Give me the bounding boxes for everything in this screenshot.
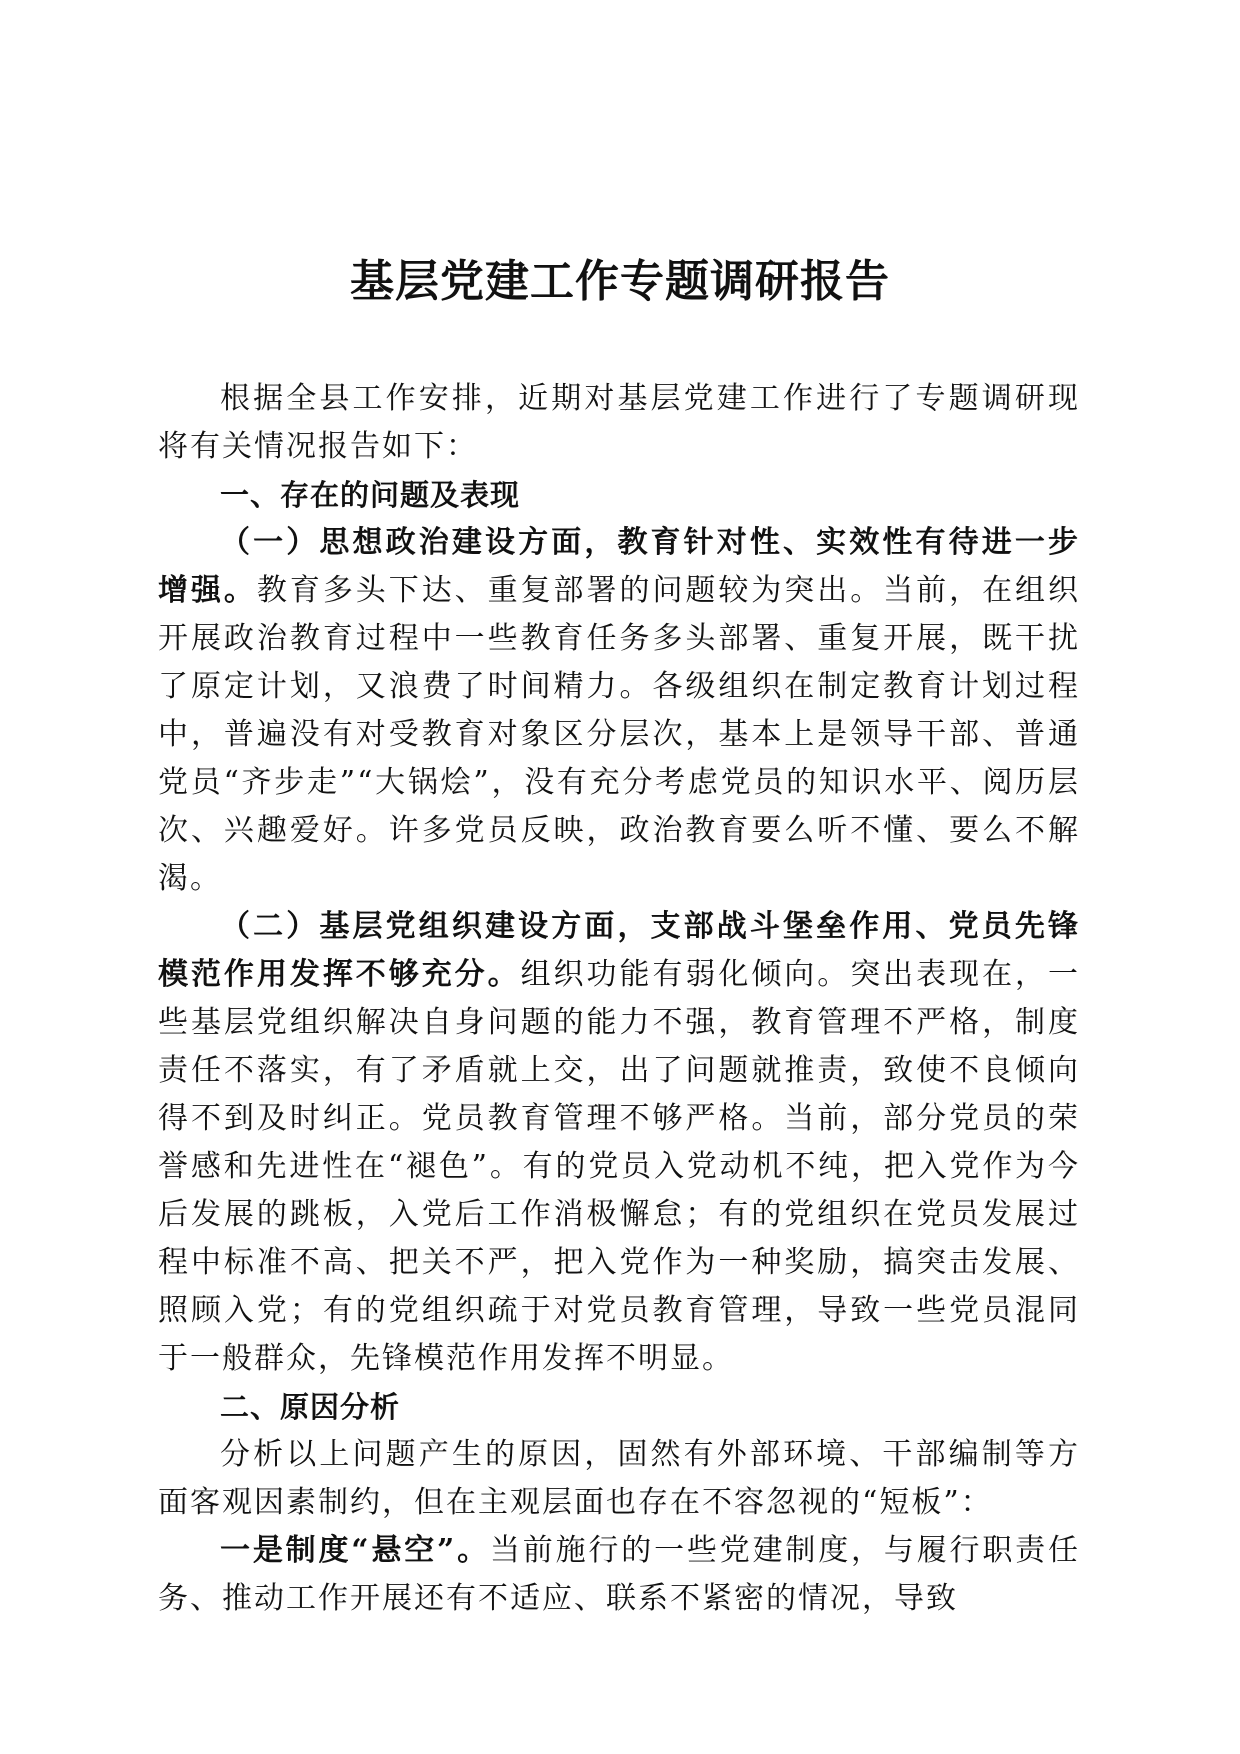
intro-paragraph: 根据全县工作安排，近期对基层党建工作进行了专题调研现将有关情况报告如下： [158, 381, 1080, 464]
document-body [158, 375, 1080, 1623]
document-title: 基层党建工作专题调研报告 [350, 256, 890, 307]
paragraph-lead: 一是制度“悬空”。 [220, 1533, 490, 1568]
body-paragraph [158, 519, 1080, 903]
body-paragraph [158, 1527, 1080, 1623]
paragraph-text: 当前施行的一些党建制度，与履行职责任务、推动工作开展还有不适应、联系不紧密的情况，导致 [158, 1533, 1081, 1616]
section-heading: 一、存在的问题及表现 [220, 478, 521, 512]
paragraph-text: 组织功能有弱化倾向。突出表现在，一些基层党组织解决自身问题的能力不强，教育管理不严格，制度责任不落实，有了矛盾就上交，出了问题就推责，致使不良倾向得不到及时纠正。党员教育管理不够严格。当前，部分党员的荣誉感和先进性在“褪色”。有的党员入党动机不纯，把入党作为今后发展的跳板，入党后工作消极懈怠；有的党组织在党员发展过程中标准不高、把关不严，把入党作为一种奖励，搞突击发展、照顾入党；有的党组织疏于对党员教育管理，导致一些党员混同于一般群众，先锋模范作用发挥不明显。 [158, 957, 1081, 1376]
section-heading: 二、原因分析 [220, 1390, 401, 1424]
paragraph-lead: （一）思想政治建设方面，教育针对性、实效性有待进一步增强。 [158, 525, 1080, 608]
body-paragraph: 分析以上问题产生的原因，固然有外部环境、干部编制等方面客观因素制约，但在主观层面也存在不容忽视的“短板”： [158, 1437, 1080, 1520]
paragraph-text: 教育多头下达、重复部署的问题较为突出。当前，在组织开展政治教育过程中一些教育任务多头部署、重复开展，既干扰了原定计划，又浪费了时间精力。各级组织在制定教育计划过程中，普遍没有对受教育对象区分层次，基本上是领导干部、普通党员“齐步走”“大锅烩”，没有充分考虑党员的知识水平、阅历层次、兴趣爱好。许多党员反映，政治教育要么听不懂、要么不解渴。 [158, 573, 1081, 896]
paragraph-lead: （二）基层党组织建设方面，支部战斗堡垒作用、党员先锋模范作用发挥不够充分。 [158, 909, 1080, 992]
body-paragraph [158, 903, 1080, 1383]
